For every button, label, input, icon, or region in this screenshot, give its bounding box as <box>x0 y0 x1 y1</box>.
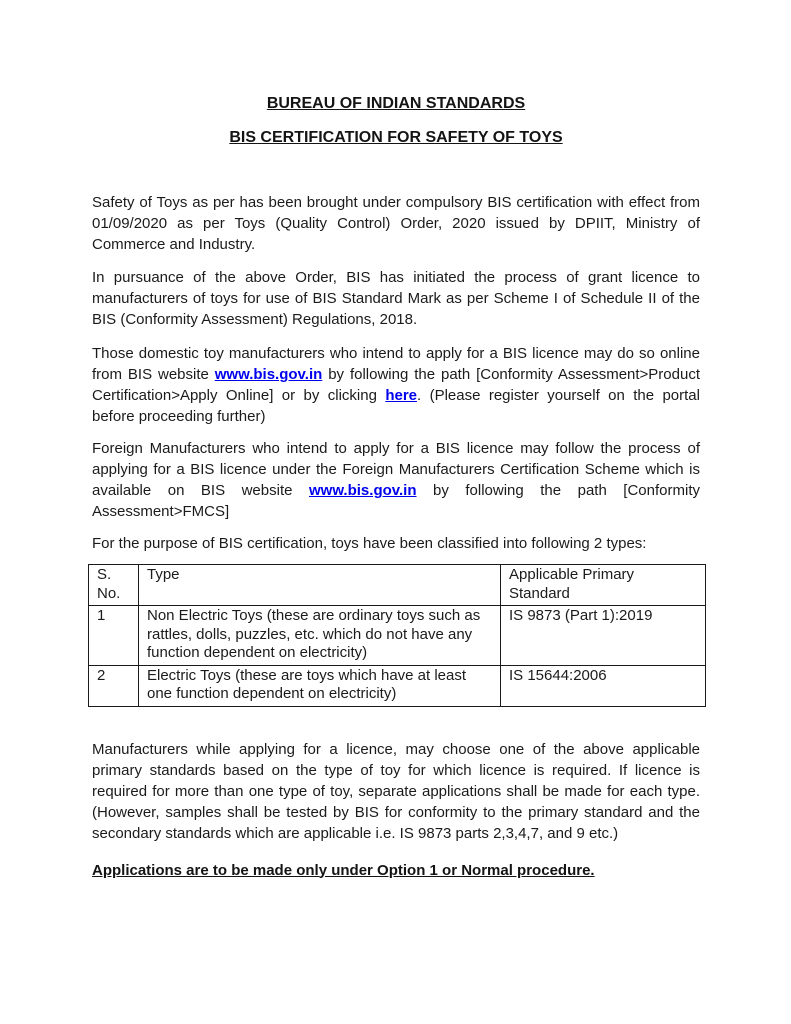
apply-here-link[interactable]: here <box>385 387 418 404</box>
toy-classification-table <box>88 564 706 707</box>
table-header-row <box>89 565 706 606</box>
paragraph-application-option <box>92 860 700 881</box>
cell-type: Electric Toys (these are toys which have at least one function dependent on electricity) <box>139 665 501 706</box>
application-option-note: Applications are to be made only under Option 1 or Normal procedure. <box>92 861 595 879</box>
cell-type: Non Electric Toys (these are ordinary toys such as rattles, dolls, puzzles, etc. which do not have any function dependent on electricity) <box>139 606 501 666</box>
p4-text-after: by following the path [Conformity Assessment>FMCS] <box>92 482 700 520</box>
header-sno: S. No. <box>89 565 139 606</box>
paragraph-domestic-manufacturers <box>92 343 700 427</box>
document-subtitle: BIS CERTIFICATION FOR SAFETY OF TOYS <box>229 129 563 146</box>
paragraph-classification-intro: For the purpose of BIS certification, toys have been classified into following 2 types: <box>92 535 647 552</box>
header-standard: Applicable Primary Standard <box>501 565 706 606</box>
document-title: BUREAU OF INDIAN STANDARDS <box>266 95 526 112</box>
paragraph-compulsory-certification: Safety of Toys as per has been brought under compulsory BIS certification with effect from 01/09/2020 as per Toys (Quality Control) Order, 2020 issued by DPIIT, Ministry of Commerce and Industry. <box>92 194 700 253</box>
table-row-electric <box>89 665 706 706</box>
bis-website-link-fmcs[interactable]: www.bis.gov.in <box>308 482 417 499</box>
cell-standard: IS 9873 (Part 1):2019 <box>501 606 706 666</box>
paragraph-choose-standard: Manufacturers while applying for a licence, may choose one of the above applicable primary standards based on the type of toy for which licence is required. If licence is required for more than one type of toy, separate applications shall be made for each type. (However, samples shall be tested by BIS for conformity to the primary standard and the secondary standards which are applicable i.e. IS 9873 parts 2,3,4,7, and 9 etc.) <box>92 740 700 842</box>
table-row-non-electric <box>89 606 706 666</box>
paragraph-pursuance-order: In pursuance of the above Order, BIS has initiated the process of grant licence to manufacturers of toys for use of BIS Standard Mark as per Scheme I of Schedule II of the BIS (Conformity Assessment) Regulations, 2018. <box>92 269 700 328</box>
p3-text-mid: by following the path [Conformity Assessment>Product Certification>Apply Online] or by clicking <box>92 366 700 404</box>
cell-sno: 2 <box>89 665 139 706</box>
cell-sno: 1 <box>89 606 139 666</box>
p3-text-before: Those domestic toy manufacturers who intend to apply for a BIS licence may do so online from BIS website <box>92 345 700 383</box>
header-type: Type <box>139 565 501 606</box>
bis-website-link[interactable]: www.bis.gov.in <box>214 366 323 383</box>
p4-text-before: Foreign Manufacturers who intend to apply for a BIS licence may follow the process of applying for a BIS licence under the Foreign Manufacturers Certification Scheme which is available on BIS website <box>92 440 700 499</box>
paragraph-foreign-manufacturers <box>92 438 700 522</box>
p3-text-after: . (Please register yourself on the portal before proceeding further) <box>92 387 700 425</box>
cell-standard: IS 15644:2006 <box>501 665 706 706</box>
